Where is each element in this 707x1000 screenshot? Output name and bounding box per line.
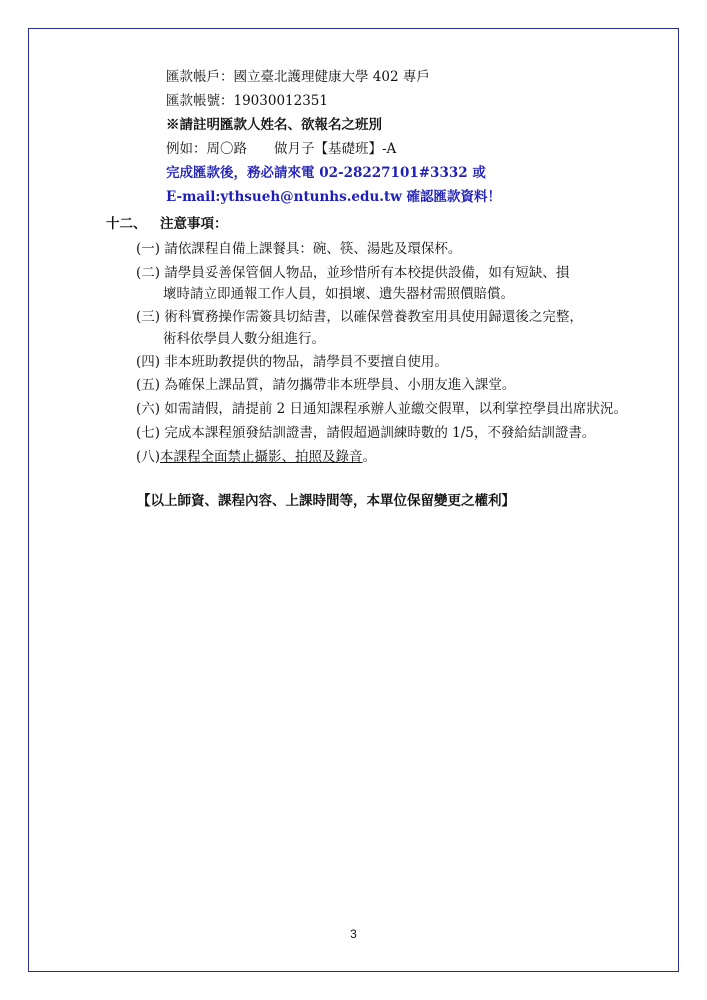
item-text-tail: 。 xyxy=(362,449,377,465)
item-number: (七) xyxy=(136,425,161,441)
list-item xyxy=(136,400,627,418)
item-text-continued: 術科依學員人數分組進行。 xyxy=(163,331,325,347)
item-text: 本課程全面禁止攝影、拍照及錄音 xyxy=(160,449,363,465)
remit-note: ※請註明匯款人姓名、欲報名之班別 xyxy=(166,117,382,133)
item-number: (六) xyxy=(136,401,161,417)
section-heading: 注意事項： xyxy=(160,216,228,232)
item-text: 請依課程自備上課餐具：碗、筷、湯匙及環保杯。 xyxy=(164,241,462,257)
item-number: (一) xyxy=(136,241,161,257)
account-number: 匯款帳號：19030012351 xyxy=(166,93,328,109)
section-number: 十二、 xyxy=(106,216,147,232)
item-text: 非本班助教提供的物品，請學員不要擅自使用。 xyxy=(164,354,448,370)
item-text-continued: 壞時請立即通報工作人員，如損壞、遺失器材需照價賠償。 xyxy=(163,286,514,302)
list-item xyxy=(136,240,461,258)
item-text: 術科實務操作需簽具切結書，以確保營養教室用具使用歸還後之完整， xyxy=(164,309,583,325)
item-text: 為確保上課品質，請勿攜帶非本班學員、小朋友進入課堂。 xyxy=(164,377,516,393)
item-text: 請學員妥善保管個人物品，並珍惜所有本校提供設備，如有短缺、損 xyxy=(164,265,570,281)
item-number: (八) xyxy=(136,449,161,465)
page-number: 3 xyxy=(350,927,357,941)
list-item xyxy=(136,448,376,466)
item-number: (四) xyxy=(136,354,161,370)
item-text: 如需請假，請提前 2 日通知課程承辦人並繳交假單，以利掌控學員出席狀況。 xyxy=(164,401,628,417)
list-item xyxy=(136,264,569,282)
footer-notice: 【以上師資、課程內容、上課時間等，本單位保留變更之權利】 xyxy=(137,493,515,509)
item-number: (二) xyxy=(136,265,161,281)
list-item xyxy=(136,308,583,326)
list-item xyxy=(136,353,448,371)
item-text: 完成本課程頒發結訓證書，請假超過訓練時數的 1/5，不發給結訓證書。 xyxy=(164,425,596,441)
remit-example: 例如：周〇路 做月子【基礎班】-A xyxy=(166,141,397,157)
item-number: (五) xyxy=(136,377,161,393)
list-item xyxy=(136,424,595,442)
item-number: (三) xyxy=(136,309,161,325)
list-item xyxy=(136,376,515,394)
account-name: 匯款帳戶：國立臺北護理健康大學 402 專戶 xyxy=(166,69,430,85)
confirm-email: E-mail:ythsueh@ntunhs.edu.tw 確認匯款資料！ xyxy=(166,189,502,205)
confirm-phone: 完成匯款後，務必請來電 02-28227101#3332 或 xyxy=(166,165,486,181)
